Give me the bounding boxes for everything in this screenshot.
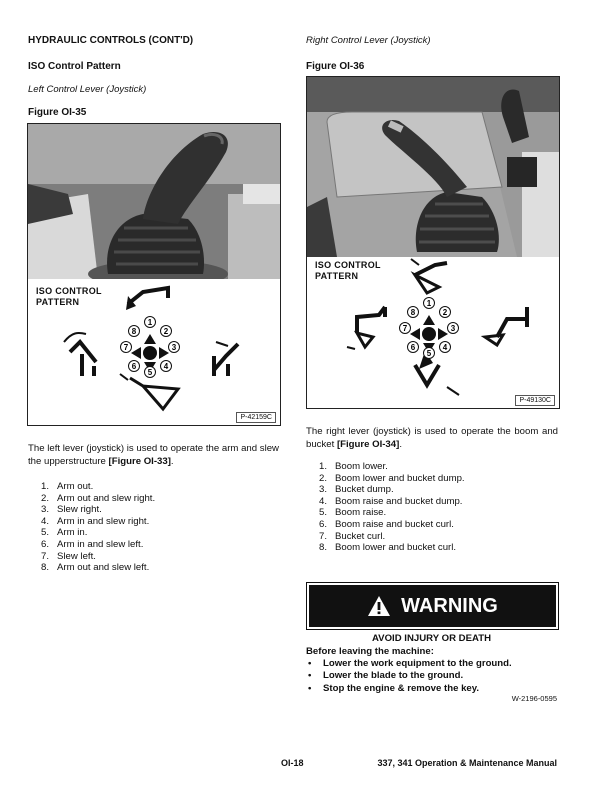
item-text: Boom lower and bucket curl. [335, 542, 457, 554]
list-item [311, 519, 557, 531]
right-lever-caption: Right Control Lever (Joystick) [306, 35, 431, 46]
item-text: Arm out and slew right. [57, 492, 156, 504]
item-number: 1. [40, 481, 49, 492]
page-number: OI-18 [281, 758, 304, 768]
figure-code-left: P-42159C [236, 412, 276, 423]
item-number: 6. [40, 538, 49, 550]
warning-bar [309, 585, 556, 627]
right-body-paragraph [306, 425, 558, 451]
left-body-text: The left lever (joystick) is used to operate the arm and slew the upperstructure [28, 443, 279, 467]
svg-text:8: 8 [131, 327, 137, 336]
item-number: 3. [40, 504, 49, 516]
iso-pattern-label: ISO CONTROL PATTERN [315, 260, 381, 281]
warning-subtitle: AVOID INJURY OR DEATH [371, 633, 492, 644]
svg-text:2: 2 [442, 308, 448, 317]
right-body-end: . [399, 439, 402, 450]
list-item [311, 461, 557, 473]
list-item: • Stop the engine & remove the key. [308, 682, 480, 694]
svg-text:6: 6 [131, 362, 137, 371]
svg-text:1: 1 [426, 299, 432, 308]
item-number: 7. [318, 530, 327, 542]
list-item [33, 562, 279, 574]
svg-text:4: 4 [163, 362, 169, 371]
svg-text:4: 4 [442, 343, 448, 352]
item-number: 8. [318, 542, 327, 554]
svg-text:3: 3 [171, 343, 177, 352]
item-text: Boom raise and bucket dump. [335, 495, 463, 507]
iso-pattern-diagram-right [307, 255, 559, 407]
item-text: Boom lower and bucket dump. [335, 472, 465, 484]
item-number: 6. [318, 518, 327, 530]
right-figure-ref: [Figure OI-34] [336, 439, 400, 450]
svg-text:5: 5 [426, 349, 432, 358]
figure-oi35 [27, 123, 281, 426]
right-body-text: The right lever (joystick) is used to operate the boom and bucket [306, 426, 558, 450]
svg-text:8: 8 [410, 308, 416, 317]
bullet-text: Lower the blade to the ground. [323, 670, 464, 682]
bullet-text: Lower the work equipment to the ground. [323, 658, 512, 669]
subheading-iso-pattern: ISO Control Pattern [28, 61, 121, 72]
svg-text:3: 3 [450, 324, 456, 333]
item-number: 4. [318, 495, 327, 507]
iso-pattern-label: ISO CONTROL PATTERN [36, 286, 102, 307]
item-number: 2. [40, 492, 49, 504]
item-text: Bucket dump. [335, 484, 394, 496]
figure-code-right: P-49130C [515, 395, 555, 406]
svg-text:6: 6 [410, 343, 416, 352]
list-item: • Lower the work equipment to the ground. [308, 658, 512, 669]
list-item [33, 481, 279, 493]
figure-label-oi36: Figure OI-36 [306, 61, 365, 72]
item-number: 5. [40, 527, 49, 539]
left-lever-function-list [33, 481, 279, 574]
figure-oi36 [306, 76, 560, 409]
list-item [311, 496, 557, 508]
svg-text:5: 5 [147, 368, 153, 377]
section-heading: HYDRAULIC CONTROLS (CONT'D) [28, 35, 194, 46]
item-number: 4. [40, 515, 49, 527]
svg-text:7: 7 [123, 343, 129, 352]
warning-lead: Before leaving the machine: [306, 646, 434, 657]
list-item [33, 516, 279, 528]
list-item [311, 473, 557, 485]
left-joystick-photo [28, 124, 280, 279]
list-item [33, 539, 279, 551]
item-text: Arm in. [57, 527, 88, 539]
item-number: 7. [40, 550, 49, 562]
right-lever-function-list [311, 461, 557, 554]
item-text: Arm out and slew left. [57, 562, 150, 574]
item-number: 1. [318, 461, 327, 472]
item-text: Arm out. [57, 481, 94, 492]
list-item [33, 493, 279, 505]
svg-text:7: 7 [402, 324, 408, 333]
list-item [311, 507, 557, 519]
warning-triangle-icon [367, 595, 391, 617]
figure-label-oi35: Figure OI-35 [28, 107, 87, 118]
item-text: Bucket curl. [335, 530, 386, 542]
list-item: • Lower the blade to the ground. [308, 670, 464, 682]
item-number: 8. [40, 562, 49, 574]
item-number: 3. [318, 484, 327, 496]
item-text: Boom raise and bucket curl. [335, 518, 454, 530]
list-item [33, 504, 279, 516]
list-item [311, 531, 557, 543]
warning-bullet-list [306, 658, 557, 695]
list-item [311, 484, 557, 496]
item-text: Arm in and slew left. [57, 538, 144, 550]
left-figure-ref: [Figure OI-33] [108, 456, 171, 467]
warning-code: W-2196-0595 [511, 694, 557, 703]
item-number: 2. [318, 472, 327, 484]
item-text: Slew left. [57, 550, 96, 562]
list-item [33, 527, 279, 539]
item-text: Boom raise. [335, 507, 387, 519]
item-number: 5. [318, 507, 327, 519]
svg-text:2: 2 [163, 327, 169, 336]
left-body-paragraph [28, 442, 279, 468]
item-text: Slew right. [57, 504, 102, 516]
left-lever-caption: Left Control Lever (Joystick) [28, 84, 147, 95]
iso-pattern-diagram-left [28, 274, 280, 424]
list-item [33, 551, 279, 563]
left-body-end: . [170, 456, 174, 467]
item-text: Arm in and slew right. [57, 515, 150, 527]
warning-title: WARNING [401, 594, 498, 617]
svg-text:1: 1 [147, 318, 153, 327]
list-item [311, 542, 557, 554]
right-joystick-photo [307, 77, 559, 257]
bullet-text: Stop the engine & remove the key. [323, 682, 480, 694]
item-text: Boom lower. [335, 461, 388, 472]
manual-title: 337, 341 Operation & Maintenance Manual [377, 758, 557, 768]
warning-header-box [306, 582, 559, 630]
